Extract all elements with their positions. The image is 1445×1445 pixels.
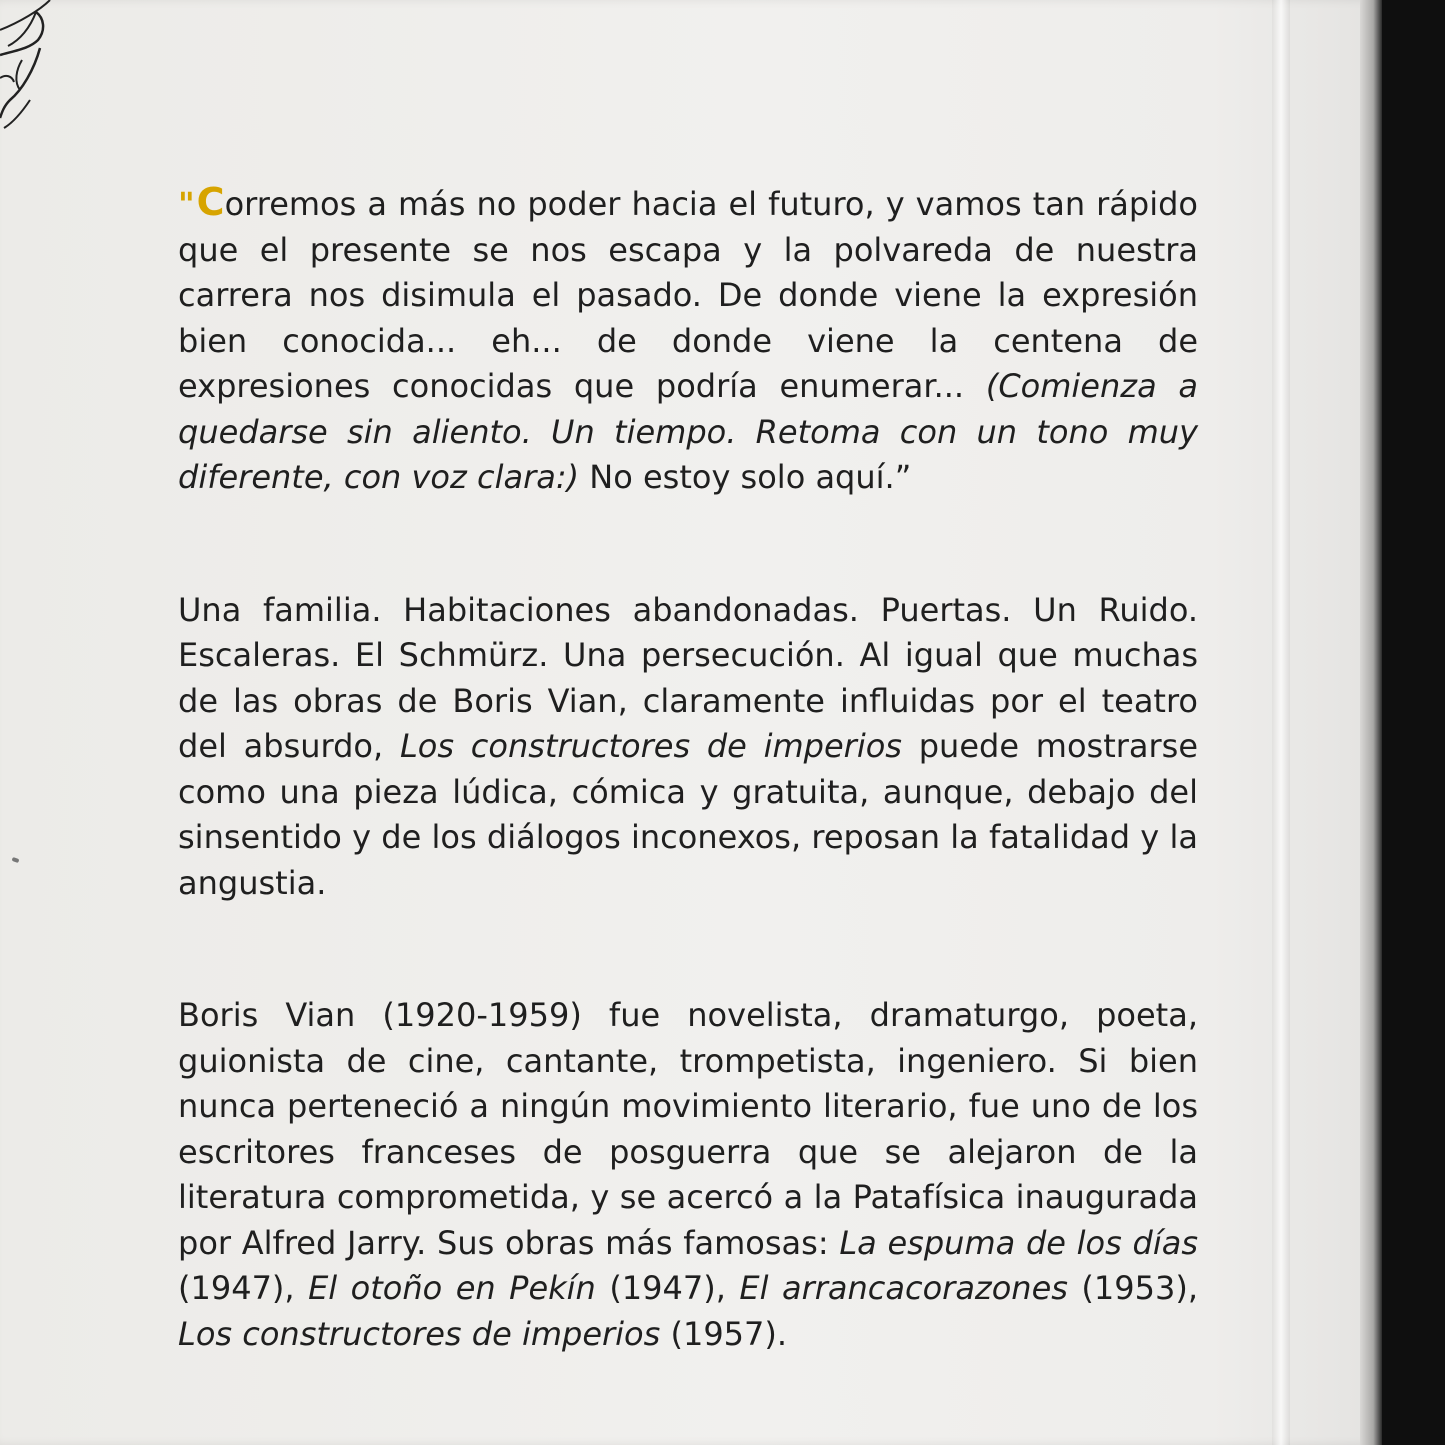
illustration-sketch <box>0 0 80 140</box>
work-year: (1947), <box>595 1269 740 1307</box>
quote-initial-letter: C <box>196 180 225 224</box>
cover-gloss <box>1272 0 1290 1445</box>
work-title: La espuma de los días <box>839 1223 1198 1262</box>
bio-text: Boris Vian (1920-1959) fue novelista, dramaturgo, poeta, guionista de cine, cantante, trompetista, ingeniero. Si bien nunca perteneció a ningún movimiento literario, fue uno de los escritores franceses de posguerra que se alejaron de la literatura comprometida, y se acercó a la Patafísica inaugurada por Alfred Jarry. Sus obras más famosas: <box>178 996 1198 1262</box>
opening-quote <box>178 180 1198 501</box>
work-title: El arrancacorazones <box>739 1269 1068 1307</box>
back-cover-text <box>178 180 1198 1357</box>
author-bio-paragraph <box>178 993 1198 1357</box>
stage-direction: (Comienza a quedarse sin aliento. Un tiempo. Retoma con un tono muy diferente, con voz clara:) <box>178 367 1199 496</box>
work-title: Los constructores de imperios <box>178 1314 661 1353</box>
work-year: (1947), <box>178 1269 309 1307</box>
work-year: (1953), <box>1067 1269 1199 1307</box>
work-title: El otoño en Pekín <box>308 1269 596 1307</box>
work-year: (1957). <box>660 1314 788 1353</box>
synopsis-text-end: puede mostrarse como una pieza lúdica, cómica y gratuita, aunque, debajo del sinsentido y de los diálogos inconexos, reposan la fatalidad y la angustia. <box>178 727 1199 902</box>
synopsis-paragraph <box>178 588 1198 907</box>
quote-mark: " <box>178 185 197 223</box>
small-ink-mark <box>12 857 20 863</box>
quote-text: orremos a más no poder hacia el futuro, y vamos tan rápido que el presente se nos escapa y la polvareda de nuestra carrera nos disimula el pasado. De donde viene la expresión bien conocida... eh... de donde viene la centena de expresiones conocidas que podría enumerar... <box>178 185 1198 405</box>
book-title: Los constructores de imperios <box>399 727 902 765</box>
book-edge <box>1360 0 1382 1445</box>
synopsis-text: Una familia. Habitaciones abandonadas. Puertas. Un Ruido. Escaleras. El Schmürz. Una persecución. Al igual que muchas de las obras de Boris Vian, claramente influidas por el teatro del absurdo, <box>178 590 1198 765</box>
quote-closing: No estoy solo aquí.” <box>579 458 912 496</box>
